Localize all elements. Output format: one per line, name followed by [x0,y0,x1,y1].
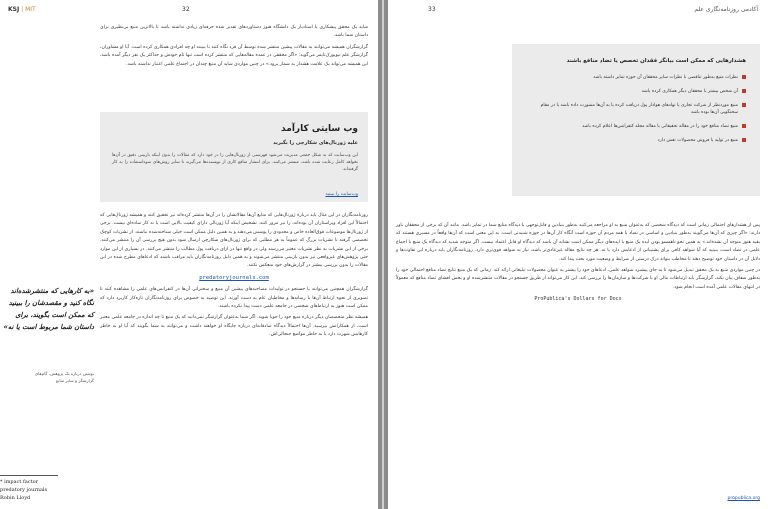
right-page [388,0,768,509]
list-item-text: منبع تضاد منافع خود را در مقاله تحقیقاتی یا مقاله مجله کنفرانس‌ها اعلام کرده باشد [582,124,738,129]
list-item-text: منبع موردنظر از شرکت تجاری یا نهادهای هوادار پول دریافت کرده یا به آن‌ها مشورت داده باشد یا در مقام سخنگویی آن‌ها بوده باشد [540,103,738,115]
list-item-text: منبع در تولید یا فروش محصولات نقش دارد [657,138,738,143]
list-item-text: آن شخص بیشتر با محققان دیگر همکاری کرده باشد [641,89,738,94]
warning-signs-box [512,44,760,196]
box-subtitle: علیه ژورنال‌های شکارچی را بگیرید [273,140,358,146]
right-main-text [396,222,760,308]
header-brand: KSJ [8,6,20,13]
list-item-text: نظرات منبع به‌طور تناقضی با نظرات سایر محققان آن حوزه تمایز داشته باشد [593,75,738,80]
bullet-icon [742,75,746,79]
box-title: هشدارهایی که ممکن است بیانگر فقدان تخصص یا تضاد منافع باشند [566,58,746,64]
bullet-icon [742,103,746,107]
warning-list [526,74,746,151]
page-gutter [378,0,388,509]
footnote-rule [0,475,58,476]
dollars-for-docs-label: ProPublica's Dollars for Docs [534,296,622,303]
dollars-line [396,295,760,304]
paragraph: روزنامه‌نگاران در این مثال باید درباره ژورنال‌هایی که منابع آن‌ها مقالاتشان را در آن‌ها منتشر کرده‌اند نیز تحقیق کنند و همیشه ژورنال‌هایی که احتمالاً این افراد ویراستاران آن بوده‌اند، را نیز مرور کنند. تشخیص اینکه آیا ژورنالی دارای کیفیت بالایی است یا نه کار ساده‌ای نیست. برخی از ژورنال‌ها موضوعات فوق‌العاده خاص و محدودی را پوشش می‌دهند و به همین دلیل ممکن است خیلی شناخته‌شده نباشند. از نشریات کوچک تخصصی گرفته تا نشریات بزرگ که عموماً به هر مطلبی که برای ژورنال‌های شکارچی ارسال شود بدون هیچ بررسی آن را منتشر می‌کنند. برخی از این نشریات به نظر نشریات معتبر می‌رسند ولی در واقع تنها در ازای دریافت پول مطالب را منتشر می‌کنند. در بسیاری از این موارد حتی پژوهش‌های غیرواقعی نیز بدون بازبینی منتشر می‌شوند و به همین دلیل روزنامه‌نگاران باید مراقب باشند که ادعاهای مطرح شده در این مقالات را بدون بررسی بیشتر در گزارش‌های خود منعکس نکنند. [100,213,368,269]
header-tag: MIT [25,6,36,13]
list-item [526,123,746,130]
list-item [526,137,746,144]
predatory-journals-link[interactable]: predatoryjournals.com [199,274,269,281]
box-website-link[interactable]: وب‌سایت را ببینید [325,192,358,197]
page-link[interactable]: propublica.org [727,496,760,501]
paragraph: شاید یک محقق پیشکاری یا استادیار یک دانشگاه هنوز دستاوردهای تقدیر شده حرفه‌ای زیادی نداشته باشد تا بالاترین منبع بی‌نظیری برای داستان شما باشد. [100,25,368,39]
left-main-text [100,212,368,343]
left-top-text [100,24,368,72]
bullet-icon [742,124,746,128]
list-item [526,74,746,81]
paragraph: در چنین مواردی منبع به یک محقق تبدیل می‌شود تا به جای پیشبرد شواهد علمی، ادعاهای خود را بیشتر به عنوان محصولات تبلیغاتی ارائه کند. زمانی که یک منبع نتایج تضاد منافع احتمالی خود را به‌طور شفاف بیان نکند، گزارشگر باید ارتباطات مالی او با شرکت‌ها و سازمان‌ها را بررسی کند. این کار می‌تواند از طریق جستجو در مقالات منتشرشده او و بخش افشای تضاد منافع که معمولاً در انتهای مقالات علمی آمده است انجام شود. [396,268,760,290]
site-link-line [100,274,368,283]
header-divider: | [21,6,24,13]
right-page-header: آکادمی روزنامه‌نگاری علم [694,6,758,13]
paragraph: همیشه نظر متخصصان دیگر درباره منبع خود را جویا شوید. اگر شما به‌عنوان گزارشگر نمی‌دانید که یک منبع تا چه اندازه در جامعه علمی معتبر است، از همکارانش بپرسید. آن‌ها احتمالاً دیدگاه صادقانه‌ای درباره جایگاه او خواهند داشت و می‌توانند به شما بگویند که آیا او به خاطر کارهایش شهرت دارد یا به خاطر مواضع جنجالی‌اش. [100,315,368,338]
list-item [526,88,746,95]
left-page [0,0,378,509]
right-page-number: 33 [428,6,436,13]
list-item [526,102,746,116]
box-body: این وب‌سایت که به شکل جمعی مدیریت می‌شود فهرستی از ژورنال‌هایی را در خود دارد که مقالات را بدون اینکه بازبینی دقیق در آن‌ها بخواهد کامل رعایت شده باشد، منتشر می‌کنند. برای انتشار منافع کاری از نویسنده‌ها می‌گیرند تا سایر روش‌های سوءاستفاده را به کار گرفته‌اند. [112,153,358,172]
box-title: وب سایتی کارآمد [281,124,358,134]
footnote: Robin Lloyd [0,495,31,501]
bullet-icon [742,89,746,93]
footnote: * impact factor [0,479,39,485]
left-page-number: 32 [182,6,190,13]
paragraph: گزارشگران همیشه می‌توانند به مقالات پیشین منتشر شده توسط آن فرد نگاه کنند تا ببینند او چه افرادی همکاری کرده است. آیا او مشاوران، گزارشگر علم نیویورک‌تایمز می‌گوید: «اگر محققی در عمده مقاله‌هایی که منتشر کرده است تنها نام خودش و حداکثر یک نفر دیگر آمده باشد، این همیشه می‌تواند یک علامت هشدار به شمار برود.» در چنین مواردی شاید آن منبع چندان در اجتماع علمی اعتبار نداشته باشد. [100,44,368,67]
gutter-line [382,0,384,509]
paragraph: پس از هشدارهای احتمالی زمانی است که دیدگاه شخصی که به‌عنوان منبع به او مراجعه می‌کنید به‌طور بنیادین و قابل‌توجهی با دیدگاه منابع شما در تمایز باشد. مانند آن که برخی از محققان باور دارند: «اگر چیزی که آن‌ها می‌گویند به‌طور بنیادین و اساسی در تضاد با همه مردم آن حوزه است آنگاه کار آن‌ها در حوزه شنیدنی است. به این معنی است که آن‌ها واقعاً در مسیری هستند که بقیه هنوز متوجه آن نشده‌اند.» به همین نحو ناهمسو بودن ایده یک منبع با ایده‌های دیگر ممکن است نشانه آن باشد که دیدگاه او قابل اعتماد نیست. اگر متوجه شدید که دیدگاه یک منبع با اجماع علمی در تضاد است، ببینید که آیا شواهد کافی برای پشتیبانی از ادعایش دارد یا نه. هر چه نتایج مقاله غیرعادی‌تر باشد، نیاز به شواهد قوی‌تری دارد. روزنامه‌نگاران باید درباره این تفاوت‌ها و دلایل آن در داستان خود توضیح دهند تا مخاطب بتواند درک درستی از شرایط و وضعیت مورد بحث پیدا کند. [396,223,760,262]
paragraph: گزارشگران همچنین می‌توانند با جستجو در تولیدات مصاحبه‌های پیشین آن منبع و سخنرانی آن‌ها در کنفرانس‌های علمی را مشاهده کنند تا تصویری از نحوه ارتباط آن‌ها با رسانه‌ها و مخاطبان عام به دست آورند. این توصیه به خصوص برای روزنامه‌نگاران تازه‌کار کاربرد دارد که ممکن است هنوز به ارتباط‌های شخصی در جامعه علمی دست پیدا نکرده باشند. [100,287,368,310]
web-resource-box [100,112,368,202]
footnote: predatory journals [0,487,48,493]
pull-quote: «به کارهایی که منتشرشده‌اند نگاه کنید و مقصدشان را ببینید که ممکن است بگویند، برای داستان شما مربوط است یا نه» [3,287,94,331]
bullet-icon [742,138,746,142]
side-caption: نوشتن درباره یک پژوهش، گام‌های گزارشگر و سایر منابع [34,371,94,383]
left-page-header [8,6,36,13]
footnotes [0,478,90,502]
